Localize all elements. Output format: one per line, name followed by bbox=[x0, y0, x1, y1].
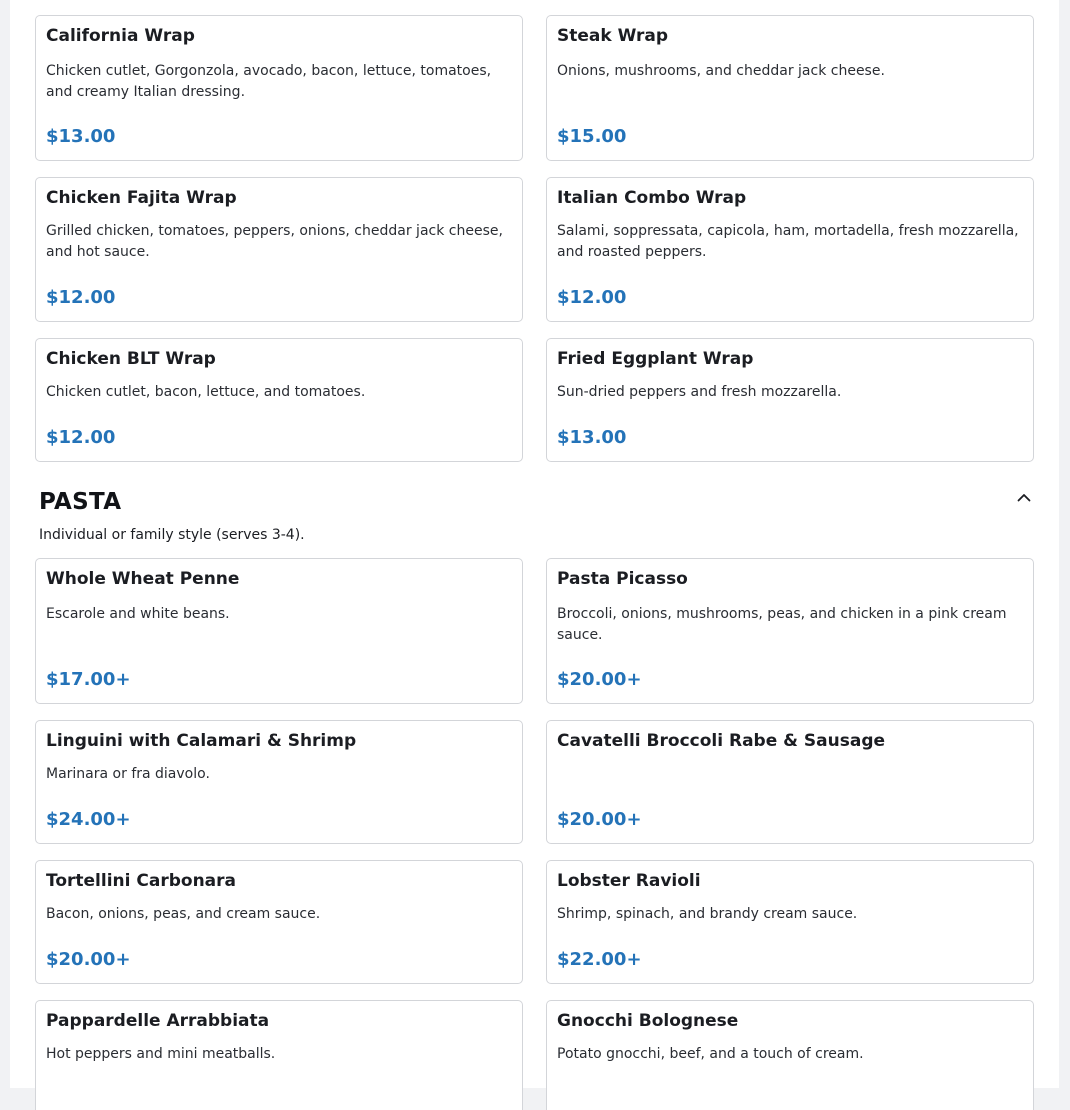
menu-item-card[interactable] bbox=[35, 15, 523, 161]
menu-item-name: Pappardelle Arrabbiata bbox=[46, 1011, 270, 1031]
menu-item-description: Grilled chicken, tomatoes, peppers, onions, cheddar jack cheese, and hot sauce. bbox=[46, 223, 503, 260]
menu-item-price: $20.00+ bbox=[557, 669, 642, 690]
menu-item-description: Onions, mushrooms, and cheddar jack cheese. bbox=[557, 63, 885, 79]
menu-item-price: $22.00+ bbox=[557, 949, 642, 970]
menu-item-name: Pasta Picasso bbox=[557, 569, 688, 589]
menu-item-price: $17.00+ bbox=[46, 669, 131, 690]
menu-item-card[interactable] bbox=[35, 720, 523, 844]
menu-item-card[interactable] bbox=[35, 558, 523, 704]
menu-item-card[interactable] bbox=[35, 177, 523, 322]
menu-item-description: Marinara or fra diavolo. bbox=[46, 766, 210, 782]
menu-item-name: Chicken BLT Wrap bbox=[46, 349, 216, 369]
menu-item-description: Salami, soppressata, capicola, ham, mortadella, fresh mozzarella, and roasted peppers. bbox=[557, 223, 1019, 260]
pasta-grid bbox=[35, 558, 1034, 1110]
menu-item-name: Linguini with Calamari & Shrimp bbox=[46, 731, 357, 751]
menu-item-card[interactable] bbox=[546, 720, 1034, 844]
menu-item-card[interactable] bbox=[35, 1000, 523, 1110]
menu-item-card[interactable] bbox=[546, 1000, 1034, 1110]
menu-item-description: Bacon, onions, peas, and cream sauce. bbox=[46, 906, 321, 922]
menu-item-card[interactable] bbox=[35, 338, 523, 462]
wraps-grid bbox=[35, 15, 1034, 462]
menu-item-price: $12.00 bbox=[46, 427, 116, 448]
menu-item-card[interactable] bbox=[546, 15, 1034, 161]
menu-item-card[interactable] bbox=[546, 558, 1034, 704]
menu-item-description: Broccoli, onions, mushrooms, peas, and chicken in a pink cream sauce. bbox=[557, 606, 1007, 643]
menu-item-price: $12.00 bbox=[46, 287, 116, 308]
menu-item-card[interactable] bbox=[546, 860, 1034, 984]
pasta-section-header bbox=[39, 487, 1034, 547]
menu-item-name: Tortellini Carbonara bbox=[46, 871, 236, 891]
menu-item-price: $20.00+ bbox=[46, 949, 131, 970]
menu-item-name: Fried Eggplant Wrap bbox=[557, 349, 754, 369]
collapse-section-button[interactable] bbox=[1014, 487, 1034, 507]
menu-item-price: $13.00 bbox=[46, 126, 116, 147]
menu-item-card[interactable] bbox=[35, 860, 523, 984]
menu-item-price: $13.00 bbox=[557, 427, 627, 448]
menu-item-description: Sun-dried peppers and fresh mozzarella. bbox=[557, 384, 842, 400]
menu-item-name: Steak Wrap bbox=[557, 26, 669, 46]
menu-item-description: Shrimp, spinach, and brandy cream sauce. bbox=[557, 906, 858, 922]
menu-item-description: Hot peppers and mini meatballs. bbox=[46, 1046, 276, 1062]
section-subtitle: Individual or family style (serves 3-4). bbox=[39, 527, 305, 543]
chevron-up-icon bbox=[1017, 493, 1031, 502]
menu-item-name: Cavatelli Broccoli Rabe & Sausage bbox=[557, 731, 886, 751]
menu-item-name: Whole Wheat Penne bbox=[46, 569, 240, 589]
menu-item-name: Gnocchi Bolognese bbox=[557, 1011, 739, 1031]
menu-item-description: Potato gnocchi, beef, and a touch of cream. bbox=[557, 1046, 864, 1062]
menu-item-description: Escarole and white beans. bbox=[46, 606, 230, 622]
menu-item-name: Lobster Ravioli bbox=[557, 871, 701, 891]
menu-item-description: Chicken cutlet, Gorgonzola, avocado, bacon, lettuce, tomatoes, and creamy Italian dressing. bbox=[46, 63, 492, 100]
menu-item-price: $15.00 bbox=[557, 126, 627, 147]
menu-item-card[interactable] bbox=[546, 177, 1034, 322]
section-title: PASTA bbox=[39, 489, 122, 515]
menu-item-description: Chicken cutlet, bacon, lettuce, and tomatoes. bbox=[46, 384, 366, 400]
menu-item-name: California Wrap bbox=[46, 26, 195, 46]
menu-page bbox=[10, 0, 1059, 1088]
menu-item-name: Chicken Fajita Wrap bbox=[46, 188, 237, 208]
menu-item-price: $24.00+ bbox=[46, 809, 131, 830]
menu-item-name: Italian Combo Wrap bbox=[557, 188, 747, 208]
menu-item-price: $20.00+ bbox=[557, 809, 642, 830]
menu-item-price: $12.00 bbox=[557, 287, 627, 308]
menu-item-card[interactable] bbox=[546, 338, 1034, 462]
